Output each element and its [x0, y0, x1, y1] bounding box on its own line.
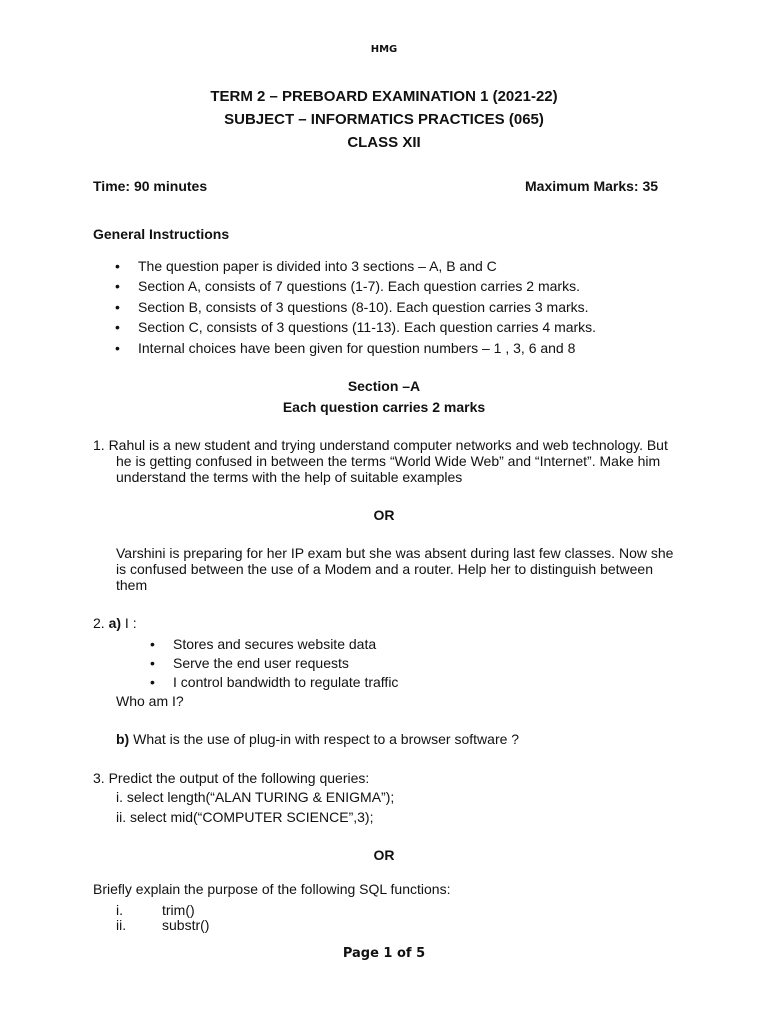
q1-line: understand the terms with the help of suitable examples	[116, 469, 463, 485]
q3-function-name: trim()	[162, 902, 195, 918]
bullet-glyph: •	[150, 655, 155, 671]
page-number: Page 1 of 5	[342, 946, 426, 961]
bullet-glyph: •	[115, 299, 120, 315]
exam-title: TERM 2 – PREBOARD EXAMINATION 1 (2021-22)	[210, 88, 558, 105]
q2-part-a-label: a)	[108, 615, 122, 631]
q2-part-b	[116, 731, 519, 747]
q3-function-num: ii.	[116, 917, 127, 933]
q2-who-am-i: Who am I?	[116, 693, 184, 709]
subject-title: SUBJECT – INFORMATICS PRACTICES (065)	[224, 111, 544, 128]
bullet-glyph: •	[150, 674, 155, 690]
q2-number: 2.	[93, 615, 105, 631]
q3-query-i: i. select length(“ALAN TURING & ENIGMA”);	[116, 789, 395, 805]
q2-part-b-text: What is the use of plug-in with respect to a browser software ?	[133, 731, 520, 747]
bullet-glyph: •	[115, 258, 120, 274]
q1-or: OR	[373, 507, 395, 523]
bullet-glyph: •	[115, 340, 120, 356]
class-title: CLASS XII	[347, 134, 421, 151]
bullet-glyph: •	[150, 636, 155, 652]
q1-line: he is getting confused in between the terms “World Wide Web” and “Internet”. Make him	[116, 453, 661, 469]
q1-alt-line: them	[116, 577, 148, 593]
max-marks-label: Maximum Marks: 35	[525, 178, 659, 194]
q2-part-a-text: I :	[124, 615, 137, 631]
q3-function-num: i.	[116, 902, 123, 918]
section-a-title: Section –A	[347, 378, 421, 394]
instructions-heading: General Instructions	[93, 226, 230, 242]
q3-intro: 3. Predict the output of the following queries:	[93, 770, 370, 786]
q1-line: 1. Rahul is a new student and trying understand computer networks and web technology. But	[93, 437, 668, 453]
q1-alt-line: is confused between the use of a Modem and a router. Help her to distinguish between	[116, 561, 654, 577]
bullet-glyph: •	[115, 278, 120, 294]
time-label: Time: 90 minutes	[93, 178, 208, 194]
q3-alt-intro: Briefly explain the purpose of the following SQL functions:	[93, 881, 451, 897]
q2-part-b-label: b)	[116, 731, 130, 747]
q3-function-name: substr()	[162, 917, 210, 933]
q3-query-ii: ii. select mid(“COMPUTER SCIENCE”,3);	[116, 809, 374, 825]
q2-heading	[93, 615, 137, 631]
bullet-glyph: •	[115, 319, 120, 335]
q1-alt-line: Varshini is preparing for her IP exam but she was absent during last few classes. Now she	[116, 545, 674, 561]
section-a-subtitle: Each question carries 2 marks	[282, 399, 486, 415]
q3-or: OR	[373, 847, 395, 863]
header-code: HMG	[370, 44, 398, 55]
